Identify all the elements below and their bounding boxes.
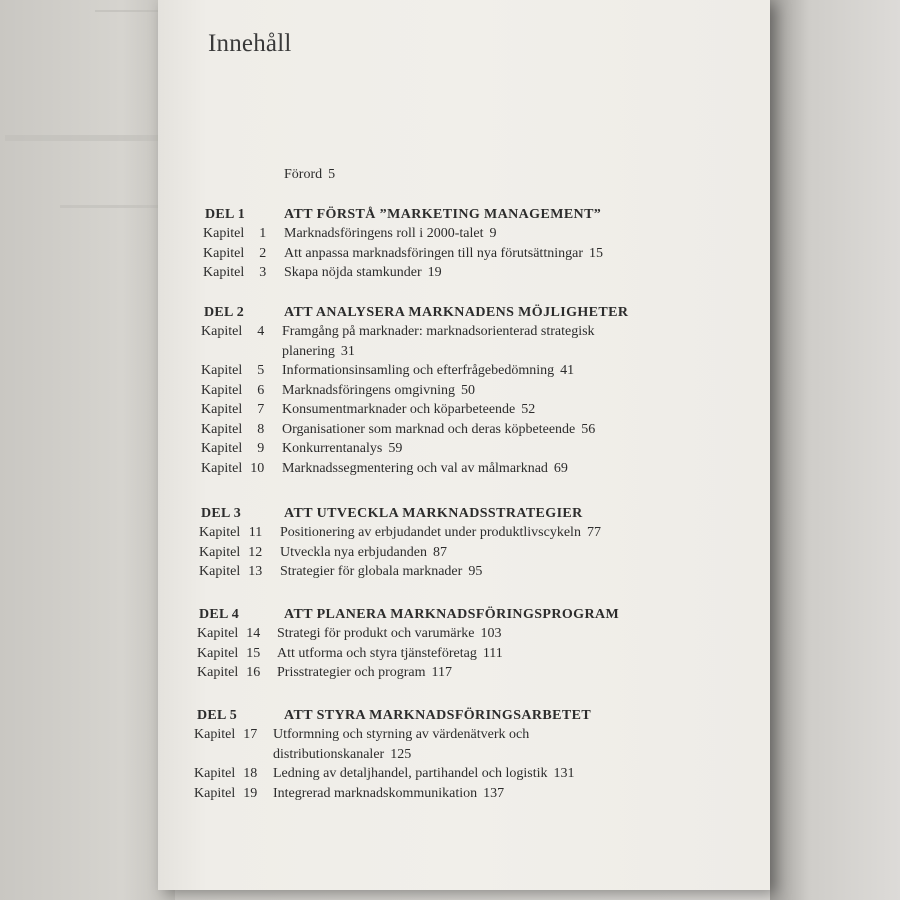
chapter-title <box>284 246 603 262</box>
chapter-number: 2 <box>259 245 267 261</box>
chapter-title <box>284 226 496 242</box>
chapter-page: 111 <box>482 645 503 661</box>
chapter-title-text: Integrerad marknadskommunikation <box>273 785 478 801</box>
chapter-label-word: Kapitel <box>203 245 245 261</box>
chapter-page: 69 <box>553 460 568 476</box>
chapter-label-word: Kapitel <box>194 727 236 742</box>
chapter-title-text: Skapa nöjda stamkunder <box>284 265 422 280</box>
chapter-number: 10 <box>250 460 265 476</box>
chapter-page: 52 <box>521 402 536 417</box>
chapter-title <box>282 441 402 457</box>
chapter-title-text: Organisationer som marknad och deras köpbeteende <box>282 421 576 437</box>
chapter-page: 56 <box>581 421 596 437</box>
chapter-label <box>194 786 257 802</box>
chapter-title-text: Utformning och styrning av värdenätverk och <box>273 727 530 742</box>
chapter-title-text: Strategi för produkt och varumärke <box>277 626 475 641</box>
chapter-title <box>282 461 568 477</box>
chapter-page: 87 <box>432 544 447 560</box>
chapter-title <box>277 626 502 642</box>
part-number: DEL 1 <box>205 207 246 222</box>
chapter-label-word: Kapitel <box>201 460 243 476</box>
chapter-label-word: Kapitel <box>199 544 241 560</box>
chapter-label-word: Kapitel <box>197 626 239 641</box>
chapter-label-word: Kapitel <box>197 665 239 680</box>
chapter-number: 1 <box>259 226 267 241</box>
chapter-label <box>203 265 266 281</box>
chapter-title-text: Utveckla nya erbjudanden <box>280 544 427 560</box>
chapter-label <box>197 646 260 662</box>
chapter-label <box>201 461 264 477</box>
chapter-title-text: planering <box>282 343 335 359</box>
part-title: ATT PLANERA MARKNADSFÖRINGSPROGRAM <box>284 607 620 622</box>
chapter-page: 50 <box>461 382 476 398</box>
chapter-title-text: Ledning av detaljhandel, partihandel och logistik <box>273 766 548 781</box>
chapter-label <box>197 626 260 642</box>
part-title: ATT ANALYSERA MARKNADENS MÖJLIGHETER <box>284 305 629 320</box>
chapter-title <box>282 383 475 399</box>
chapter-title-text: Prisstrategier och program <box>277 665 426 680</box>
chapter-title <box>280 564 482 580</box>
chapter-title <box>282 422 595 438</box>
chapter-title <box>280 525 601 541</box>
part-title: ATT STYRA MARKNADSFÖRINGSARBETET <box>284 708 592 723</box>
chapter-title-text: Strategier för globala marknader <box>280 564 463 579</box>
foreword-page: 5 <box>328 167 336 182</box>
chapter-title-text: distributionskanaler <box>273 746 385 762</box>
chapter-title-text: Informationsinsamling och efterfrågebedömning <box>282 363 555 378</box>
chapter-number: 16 <box>246 665 261 680</box>
chapter-page: 9 <box>489 226 497 241</box>
chapter-label <box>201 402 264 418</box>
chapter-number: 17 <box>243 727 258 742</box>
chapter-number: 6 <box>257 382 265 398</box>
chapter-label <box>201 441 264 457</box>
chapter-label <box>201 324 264 340</box>
chapter-label <box>194 766 257 782</box>
chapter-title <box>277 665 452 681</box>
chapter-label <box>197 665 260 681</box>
chapter-label <box>201 363 264 379</box>
chapter-page: 59 <box>388 441 403 456</box>
chapter-title-text: Positionering av erbjudandet under produktlivscykeln <box>280 525 581 540</box>
chapter-label-word: Kapitel <box>199 564 241 579</box>
chapter-number: 9 <box>257 441 265 456</box>
foreword-label: Förord <box>284 167 323 182</box>
part-number: DEL 4 <box>199 607 240 622</box>
chapter-number: 12 <box>248 544 263 560</box>
chapter-title <box>282 344 355 360</box>
chapter-page: 15 <box>588 245 603 261</box>
chapter-title <box>282 402 535 418</box>
chapter-label <box>203 226 266 242</box>
chapter-page: 103 <box>480 626 502 641</box>
chapter-number: 19 <box>243 785 258 801</box>
part-number: DEL 5 <box>197 708 238 723</box>
chapter-label-word: Kapitel <box>194 785 236 801</box>
chapter-title <box>273 747 411 763</box>
chapter-page: 19 <box>427 265 442 280</box>
chapter-title-text: Marknadssegmentering och val av målmarknad <box>282 460 548 476</box>
chapter-title <box>273 727 529 743</box>
chapter-label <box>201 383 264 399</box>
chapter-page: 125 <box>390 746 412 762</box>
chapter-label-word: Kapitel <box>203 265 245 280</box>
chapter-number: 3 <box>259 265 267 280</box>
chapter-title <box>280 545 447 561</box>
chapter-page: 41 <box>560 363 575 378</box>
page-title: Innehåll <box>208 30 292 57</box>
chapter-title-text: Marknadsföringens omgivning <box>282 382 456 398</box>
chapter-label <box>194 727 257 743</box>
chapter-title <box>282 324 595 340</box>
chapter-page: 31 <box>340 343 355 359</box>
chapter-page: 131 <box>553 766 575 781</box>
chapter-title-text: Konsumentmarknader och köparbeteende <box>282 402 516 417</box>
chapter-page: 77 <box>586 525 601 540</box>
chapter-title <box>273 766 574 782</box>
chapter-number: 8 <box>257 421 265 437</box>
part-title: ATT UTVECKLA MARKNADSSTRATEGIER <box>284 506 583 521</box>
chapter-number: 11 <box>248 525 263 540</box>
chapter-title <box>273 786 504 802</box>
chapter-number: 14 <box>246 626 261 641</box>
chapter-title-text: Att utforma och styra tjänsteföretag <box>277 645 477 661</box>
chapter-title-text: Att anpassa marknadsföringen till nya förutsättningar <box>284 245 583 261</box>
chapter-label <box>199 525 262 541</box>
chapter-page: 137 <box>483 785 505 801</box>
chapter-title <box>282 363 574 379</box>
chapter-number: 15 <box>246 645 261 661</box>
chapter-label <box>199 564 262 580</box>
chapter-title-text: Marknadsföringens roll i 2000-talet <box>284 226 484 241</box>
chapter-title-text: Konkurrentanalys <box>282 441 383 456</box>
chapter-label-word: Kapitel <box>201 402 243 417</box>
chapter-label <box>199 545 262 561</box>
chapter-label-word: Kapitel <box>197 645 239 661</box>
chapter-label-word: Kapitel <box>199 525 241 540</box>
chapter-label-word: Kapitel <box>201 421 243 437</box>
part-title: ATT FÖRSTÅ ”MARKETING MANAGEMENT” <box>284 207 602 222</box>
chapter-number: 13 <box>248 564 263 579</box>
chapter-label-word: Kapitel <box>201 441 243 456</box>
chapter-number: 5 <box>257 363 265 378</box>
chapter-number: 4 <box>257 324 265 339</box>
chapter-number: 7 <box>257 402 265 417</box>
foreword-entry <box>284 167 335 183</box>
chapter-label-word: Kapitel <box>194 766 236 781</box>
chapter-title <box>284 265 442 281</box>
chapter-title <box>277 646 503 662</box>
chapter-label <box>203 246 266 262</box>
chapter-label-word: Kapitel <box>201 363 243 378</box>
chapter-label-word: Kapitel <box>201 324 243 339</box>
chapter-number: 18 <box>243 766 258 781</box>
chapter-page: 95 <box>468 564 483 579</box>
chapter-label <box>201 422 264 438</box>
part-number: DEL 3 <box>201 506 242 521</box>
chapter-label-word: Kapitel <box>203 226 245 241</box>
chapter-page: 117 <box>431 665 452 680</box>
part-number: DEL 2 <box>204 305 245 320</box>
chapter-title-text: Framgång på marknader: marknadsorienterad strategisk <box>282 324 595 339</box>
chapter-label-word: Kapitel <box>201 382 243 398</box>
